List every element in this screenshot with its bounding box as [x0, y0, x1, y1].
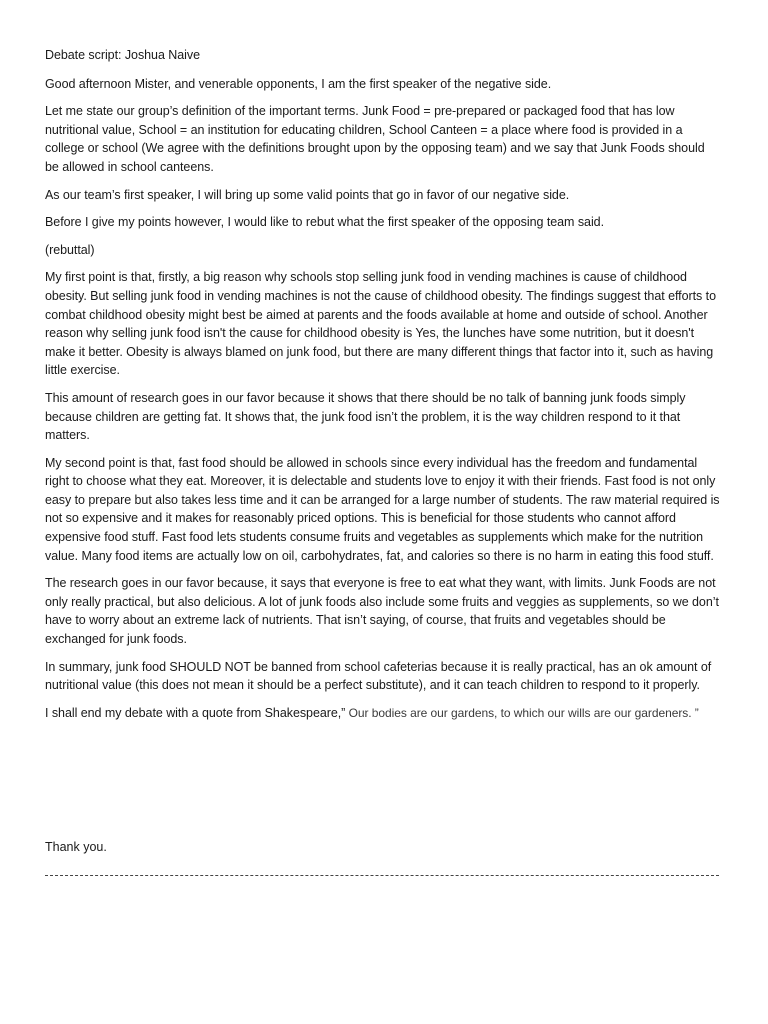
paragraph-first-research: This amount of research goes in our favor because it shows that there should be no talk of banning junk foods simply because children are getting fat. It shows that, the junk food isn’t the problem, it is the way children respond to it that matters. — [45, 390, 686, 443]
paragraph-intro-points: As our team’s first speaker, I will bring up some valid points that go in favor of our negative side. — [45, 187, 570, 202]
paragraph-second-research: The research goes in our favor because, it says that everyone is free to eat what they want, with limits. Junk Foods are not only really practical, but also delicious. A lot of junk foods also include some fruits and veggies as supplements, so we don’t have to worry about an extreme lack of nutrients. That isn’t saying, of course, that fruits and vegetables should be exchanged for junk foods. — [45, 576, 719, 647]
closing-quote: Our bodies are our gardens, to which our wills are our gardeners. ” — [345, 705, 699, 720]
paragraph-greeting: Good afternoon Mister, and venerable opponents, I am the first speaker of the negative side. — [45, 76, 552, 91]
paragraph-rebuttal-intro: Before I give my points however, I would like to rebut what the first speaker of the opposing team said. — [45, 215, 604, 230]
page-divider — [45, 875, 719, 876]
thanks-text: Thank you. — [45, 840, 107, 854]
document-title: Debate script: Joshua Naive — [45, 48, 200, 62]
paragraph-rebuttal-marker: (rebuttal) — [45, 242, 95, 257]
closing-intro: I shall end my debate with a quote from Shakespeare,” — [45, 705, 346, 720]
document-body — [45, 46, 721, 731]
paragraph-summary: In summary, junk food SHOULD NOT be banned from school cafeterias because it is really practical, has an ok amount of nutritional value (this does not mean it should be a perfect substitute), and it can teach children to respond to it properly. — [45, 659, 712, 693]
paragraph-first-point: My first point is that, firstly, a big reason why schools stop selling junk food in vending machines is cause of childhood obesity. But selling junk food in vending machines is not the cause of childhood obesity. The findings suggest that efforts to combat childhood obesity might best be aimed at parents and the foods available at home and outside of school. Another reason why selling junk food isn't the cause for childhood obesity is Yes, the lunches have some nutrition, but it doesn't make it better. Obesity is always blamed on junk food, but there are many different things that factor into it, such as having little exercise. — [45, 270, 716, 378]
paragraph-second-point: My second point is that, fast food should be allowed in schools since every individual has the freedom and fundamental right to choose what they eat. Moreover, it is delectable and students love to enjoy it with their friends. Fast food is not only easy to prepare but also takes less time and it can be arranged for a large number of students. The raw material required is not so expensive and it makes for reasonably priced options. This is beneficial for those students who cannot afford expensive food stuff. Fast food lets students consume fruits and vegetables as supplements which make for the nutrition value. Many food items are actually low on oil, carbohydrates, fat, and calories so there is no harm in eating this food stuff. — [45, 455, 720, 563]
paragraph-definitions: Let me state our group’s definition of the important terms. Junk Food = pre-prepared or packaged food that has low nutritional value, School = an institution for educating children, School Canteen = a place where food is provided in a college or school (We agree with the definitions brought upon by the opposing team) and we say that Junk Foods should be allowed in school canteens. — [45, 104, 705, 174]
paragraph-closing — [45, 704, 721, 723]
